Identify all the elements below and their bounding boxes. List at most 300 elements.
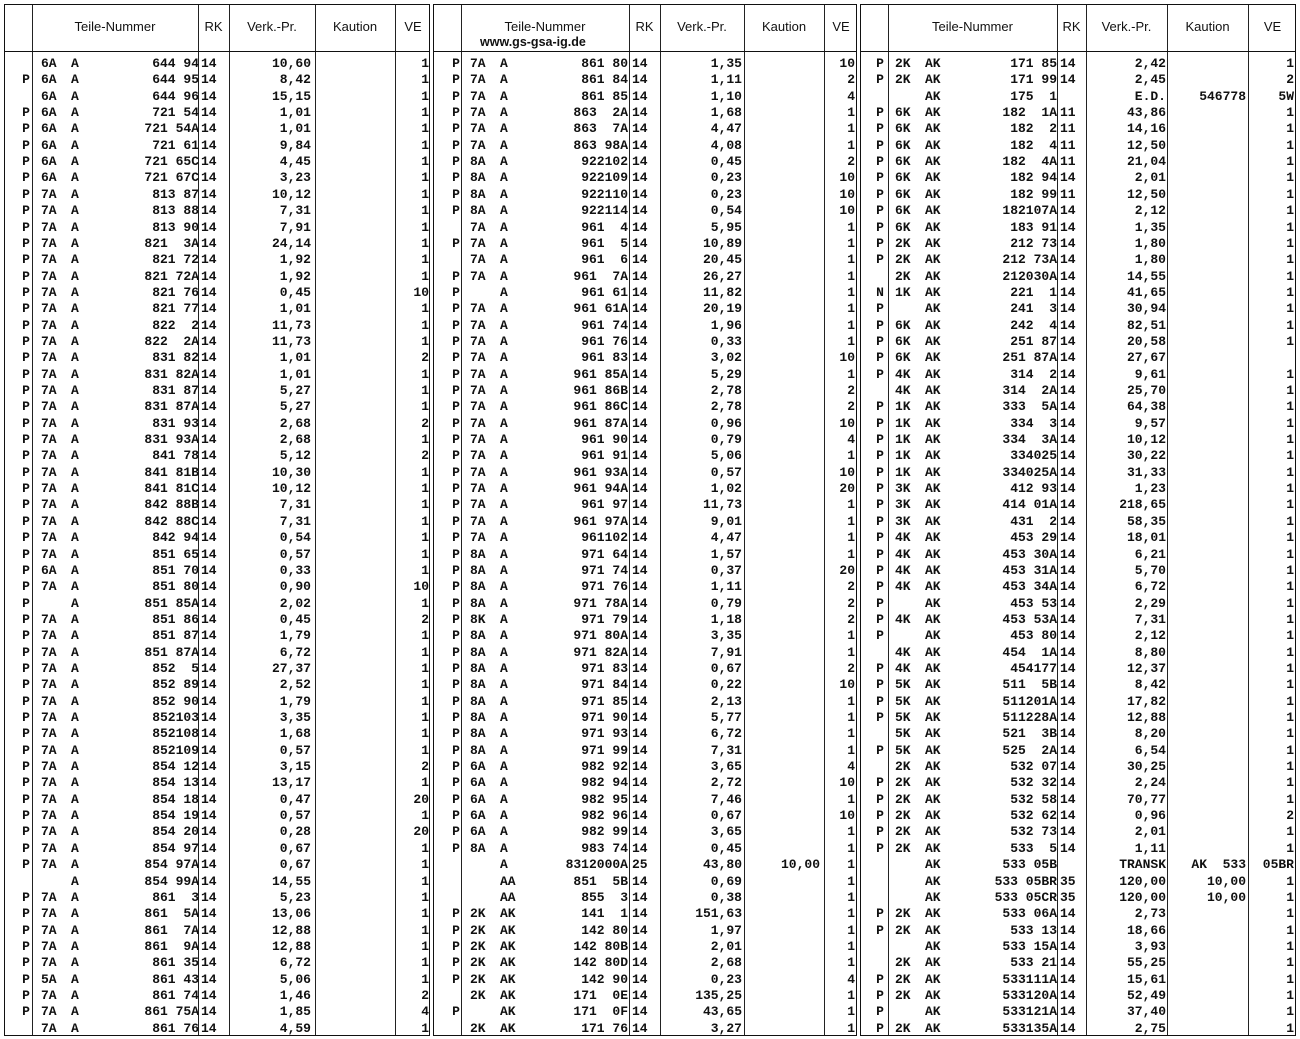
cell-rk: 14 — [1060, 284, 1076, 300]
cell-t: A — [500, 219, 508, 235]
cell-vp: 1,80 — [1134, 252, 1166, 268]
table-row — [861, 988, 1295, 1004]
cell-vp: 7,31 — [279, 513, 311, 529]
cell-s: 4K — [895, 546, 911, 562]
cell-t: AK — [925, 644, 941, 660]
cell-n: 971 99 — [581, 742, 628, 758]
cell-vp: 25,70 — [1126, 383, 1166, 398]
cell-vp: 0,33 — [279, 562, 311, 578]
cell-ve: 5W — [1278, 88, 1294, 104]
cell-t: A — [500, 350, 508, 366]
cell-t: A — [500, 105, 508, 121]
table-row — [434, 841, 856, 857]
cell-p: P — [452, 432, 460, 448]
cell-vp: 0,90 — [279, 579, 311, 595]
table-row — [5, 547, 429, 563]
cell-s: 5K — [895, 742, 911, 758]
cell-s: 7A — [41, 464, 57, 480]
cell-n: 533120A — [1002, 987, 1057, 1003]
cell-ve: 1 — [1286, 56, 1294, 71]
cell-vp: 135,25 — [695, 987, 742, 1003]
cell-p: P — [22, 252, 30, 268]
cell-rk: 14 — [1060, 611, 1076, 627]
cell-ve: 10 — [413, 284, 429, 300]
cell-p: P — [452, 317, 460, 333]
cell-t: A — [71, 56, 79, 71]
table-row — [861, 857, 1295, 873]
cell-t: A — [71, 317, 79, 333]
cell-ve: 10 — [839, 677, 855, 693]
table-row — [861, 923, 1295, 939]
cell-s: 7A — [41, 432, 57, 448]
cell-p: P — [452, 677, 460, 693]
cell-s: 7A — [41, 481, 57, 497]
cell-t: AK — [925, 1004, 941, 1020]
cell-t: A — [71, 383, 79, 398]
cell-s: 2K — [895, 922, 911, 938]
cell-rk: 14 — [1060, 366, 1076, 382]
cell-p: P — [452, 660, 460, 676]
cell-t: AK — [925, 628, 941, 644]
cell-p: P — [876, 808, 884, 824]
cell-vp: 1,11 — [1134, 840, 1166, 856]
cell-n: 961 7A — [573, 268, 628, 284]
cell-p: P — [876, 350, 884, 366]
cell-p: P — [452, 791, 460, 807]
cell-ve: 1 — [1286, 759, 1294, 775]
cell-n: 831 82 — [152, 350, 199, 366]
cell-s: 6K — [895, 137, 911, 153]
cell-p: P — [22, 235, 30, 251]
header-ve: VE — [1263, 19, 1282, 34]
cell-ve: 10 — [413, 579, 429, 595]
cell-p: P — [876, 906, 884, 922]
cell-rk: 14 — [201, 252, 217, 268]
cell-n: 141 1 — [581, 906, 628, 922]
cell-p: P — [22, 579, 30, 595]
table-row — [5, 285, 429, 301]
cell-n: 961 6 — [581, 252, 628, 268]
cell-p: P — [876, 677, 884, 693]
cell-vp: 1,57 — [710, 546, 742, 562]
cell-ve: 1 — [847, 105, 855, 121]
cell-n: 961 86B — [573, 383, 628, 398]
cell-n: 453 30A — [1002, 546, 1057, 562]
cell-p: P — [876, 432, 884, 448]
cell-p: P — [876, 660, 884, 676]
cell-s: 7A — [470, 513, 486, 529]
cell-p: P — [452, 562, 460, 578]
cell-t: A — [71, 513, 79, 529]
cell-n: 182 4A — [1002, 154, 1057, 170]
cell-ve: 10 — [839, 808, 855, 824]
table-row — [434, 988, 856, 1004]
cell-p: P — [452, 497, 460, 513]
cell-rk: 14 — [632, 464, 648, 480]
table-row — [434, 154, 856, 170]
cell-n: 533 5 — [1010, 840, 1057, 856]
cell-p: P — [22, 203, 30, 219]
cell-s: 4K — [895, 660, 911, 676]
cell-n: 334 3 — [1010, 415, 1057, 431]
cell-vp: 43,80 — [702, 857, 742, 873]
cell-t: A — [500, 660, 508, 676]
cell-vp: 2,29 — [1134, 595, 1166, 611]
cell-n: 182 99 — [1010, 186, 1057, 202]
table-row — [5, 726, 429, 742]
cell-rk: 14 — [632, 759, 648, 775]
cell-p: P — [22, 906, 30, 922]
table-row — [861, 612, 1295, 628]
cell-n: 961 91 — [581, 448, 628, 464]
cell-rk: 14 — [201, 366, 217, 382]
cell-rk: 14 — [201, 415, 217, 431]
cell-ve: 1 — [421, 742, 429, 758]
cell-vp: 6,72 — [279, 955, 311, 971]
table-row — [5, 710, 429, 726]
cell-vp: 1,23 — [1134, 481, 1166, 497]
cell-p: P — [22, 938, 30, 954]
cell-n: 183 91 — [1010, 219, 1057, 235]
cell-s: 2K — [470, 922, 486, 938]
cell-vp: 1,11 — [710, 72, 742, 88]
cell-s: 1K — [895, 448, 911, 464]
cell-vp: 0,69 — [710, 873, 742, 889]
cell-ve: 1 — [1286, 644, 1294, 660]
cell-t: AK — [500, 1020, 516, 1036]
cell-n: 511228A — [1002, 710, 1057, 725]
cell-rk: 14 — [1060, 595, 1076, 611]
table-row — [5, 269, 429, 285]
cell-t: AK — [925, 203, 941, 219]
cell-t: A — [500, 791, 508, 807]
table-row — [861, 105, 1295, 121]
cell-vp: 0,57 — [710, 464, 742, 480]
cell-t: A — [71, 808, 79, 824]
cell-p: P — [452, 481, 460, 497]
cell-rk: 14 — [1060, 170, 1076, 186]
table-row — [5, 187, 429, 203]
cell-t: A — [71, 611, 79, 627]
cell-t: A — [500, 268, 508, 284]
cell-s: 4K — [895, 366, 911, 382]
cell-p: P — [452, 824, 460, 840]
cell-t: AK — [925, 726, 941, 742]
table-row — [861, 269, 1295, 285]
cell-rk: 14 — [632, 693, 648, 709]
table-row — [861, 596, 1295, 612]
cell-ve: 4 — [421, 1004, 429, 1020]
cell-n: 861 35 — [152, 955, 199, 971]
cell-s: 7A — [41, 759, 57, 775]
table-row — [434, 775, 856, 791]
cell-s: 2K — [895, 56, 911, 71]
watermark-url: www.gs-gsa-ig.de — [480, 35, 586, 49]
cell-vp: 218,65 — [1119, 497, 1166, 513]
cell-s: 7A — [41, 530, 57, 546]
cell-s: 7A — [41, 906, 57, 922]
cell-vp: 2,01 — [710, 938, 742, 954]
cell-n: 861 74 — [152, 987, 199, 1003]
table-row — [434, 874, 856, 890]
cell-t: AK — [925, 546, 941, 562]
table-row — [434, 1021, 856, 1037]
cell-p: P — [876, 317, 884, 333]
cell-p: P — [22, 955, 30, 971]
cell-rk: 14 — [201, 219, 217, 235]
cell-ve: 1 — [847, 628, 855, 644]
cell-p: P — [22, 759, 30, 775]
cell-ve: 1 — [421, 693, 429, 709]
cell-s: 7A — [41, 677, 57, 693]
cell-s: 3K — [895, 513, 911, 529]
cell-vp: 17,82 — [1126, 693, 1166, 709]
table-row — [5, 432, 429, 448]
cell-rk: 14 — [632, 987, 648, 1003]
cell-vp: 0,23 — [710, 186, 742, 202]
cell-vp: 3,15 — [279, 759, 311, 775]
cell-vp: 4,59 — [279, 1020, 311, 1036]
table-row — [434, 923, 856, 939]
cell-vp: 0,45 — [279, 611, 311, 627]
cell-s: 6A — [41, 121, 57, 137]
cell-p: P — [452, 759, 460, 775]
cell-rk: 14 — [1060, 579, 1076, 595]
cell-n: 971 76 — [581, 579, 628, 595]
cell-n: 852 90 — [152, 693, 199, 709]
cell-rk: 14 — [632, 88, 648, 104]
table-row — [434, 269, 856, 285]
cell-t: AK — [925, 759, 941, 775]
cell-t: AK — [925, 121, 941, 137]
cell-p: P — [876, 710, 884, 725]
cell-t: A — [71, 693, 79, 709]
table-row — [5, 203, 429, 219]
cell-s: 7A — [41, 399, 57, 415]
cell-vp: 5,12 — [279, 448, 311, 464]
table-row — [861, 955, 1295, 971]
cell-p: P — [22, 219, 30, 235]
cell-rk: 14 — [632, 1020, 648, 1036]
cell-n: 521 3B — [1002, 726, 1057, 742]
cell-s: 7A — [470, 105, 486, 121]
cell-s: 8A — [470, 186, 486, 202]
cell-n: 971 85 — [581, 693, 628, 709]
cell-rk: 14 — [201, 350, 217, 366]
cell-s: 8A — [470, 644, 486, 660]
cell-ve: 20 — [839, 481, 855, 497]
cell-rk: 14 — [632, 742, 648, 758]
table-row — [5, 1021, 429, 1037]
cell-p: P — [452, 268, 460, 284]
cell-vp: 52,49 — [1126, 987, 1166, 1003]
cell-vp: 5,06 — [279, 971, 311, 987]
cell-ve: 10 — [839, 350, 855, 366]
cell-s: 5K — [895, 726, 911, 742]
cell-p: P — [22, 432, 30, 448]
cell-s: 7A — [470, 366, 486, 382]
cell-t: A — [500, 611, 508, 627]
cell-rk: 14 — [201, 170, 217, 186]
cell-vp: 0,45 — [710, 840, 742, 856]
table-row — [434, 596, 856, 612]
cell-rk: 14 — [1060, 562, 1076, 578]
cell-rk: 14 — [201, 268, 217, 284]
cell-ve: 1 — [1286, 432, 1294, 448]
cell-t: A — [500, 186, 508, 202]
cell-t: A — [71, 252, 79, 268]
cell-t: A — [71, 301, 79, 317]
cell-s: 4K — [895, 530, 911, 546]
table-row — [861, 514, 1295, 530]
cell-n: 532 58 — [1010, 791, 1057, 807]
cell-p: P — [876, 235, 884, 251]
cell-vp: 70,77 — [1126, 791, 1166, 807]
cell-s: 1K — [895, 284, 911, 300]
cell-p: P — [22, 742, 30, 758]
cell-s: 7A — [41, 350, 57, 366]
cell-p: P — [22, 399, 30, 415]
cell-s: 7A — [470, 383, 486, 398]
cell-t: AK — [925, 579, 941, 595]
cell-ve: 1 — [1286, 235, 1294, 251]
header-teile-nummer: Teile-Nummer — [74, 19, 156, 34]
cell-vp: 9,61 — [1134, 366, 1166, 382]
cell-n: 453 34A — [1002, 579, 1057, 595]
cell-rk: 14 — [1060, 481, 1076, 497]
table-row — [5, 481, 429, 497]
cell-vp: 27,37 — [271, 660, 311, 676]
cell-vp: 2,52 — [279, 677, 311, 693]
cell-ka: 10,00 — [1206, 889, 1246, 905]
cell-rk: 14 — [632, 595, 648, 611]
cell-vp: 7,31 — [279, 497, 311, 513]
cell-p: P — [876, 219, 884, 235]
cell-rk: 14 — [632, 481, 648, 497]
cell-vp: 151,63 — [695, 906, 742, 922]
cell-p: P — [876, 56, 884, 71]
cell-p: P — [876, 579, 884, 595]
cell-vp: 2,75 — [1134, 1020, 1166, 1036]
cell-ve: 1 — [1286, 301, 1294, 317]
cell-t: AK — [925, 497, 941, 513]
cell-vp: 0,47 — [279, 791, 311, 807]
table-row — [861, 874, 1295, 890]
cell-t: A — [71, 1004, 79, 1020]
cell-ve: 1 — [847, 333, 855, 349]
cell-vp: 11,82 — [702, 284, 742, 300]
cell-p: P — [876, 170, 884, 186]
cell-p: P — [22, 677, 30, 693]
cell-s: 6A — [41, 88, 57, 104]
cell-rk: 14 — [201, 840, 217, 856]
cell-p: P — [452, 366, 460, 382]
cell-vp: 5,27 — [279, 399, 311, 415]
cell-rk: 14 — [632, 497, 648, 513]
header-rk: RK — [635, 19, 654, 34]
cell-n: 182107A — [1002, 203, 1057, 219]
cell-rk: 14 — [201, 808, 217, 824]
cell-s: 7A — [470, 88, 486, 104]
cell-rk: 14 — [201, 203, 217, 219]
cell-p: P — [876, 742, 884, 758]
cell-rk: 14 — [1060, 464, 1076, 480]
cell-p: P — [876, 562, 884, 578]
cell-n: 841 81B — [144, 464, 199, 480]
cell-vp: 0,57 — [279, 546, 311, 562]
cell-vp: 1,18 — [710, 611, 742, 627]
table-row — [5, 955, 429, 971]
cell-n: 961 86C — [573, 399, 628, 415]
table-row — [434, 612, 856, 628]
cell-p: N — [876, 284, 884, 300]
cell-s: 7A — [41, 955, 57, 971]
cell-p: P — [22, 317, 30, 333]
cell-rk: 14 — [201, 399, 217, 415]
cell-ve: 1 — [1286, 971, 1294, 987]
cell-rk: 14 — [201, 317, 217, 333]
cell-ve: 1 — [847, 742, 855, 758]
cell-n: 431 2 — [1010, 513, 1057, 529]
cell-t: A — [500, 252, 508, 268]
table-row — [861, 661, 1295, 677]
cell-s: 8A — [470, 170, 486, 186]
cell-vp: 4,45 — [279, 154, 311, 170]
cell-p: P — [876, 987, 884, 1003]
cell-n: 142 90 — [581, 971, 628, 987]
cell-s: 6K — [895, 170, 911, 186]
cell-ve: 10 — [839, 415, 855, 431]
cell-s: 7A — [41, 579, 57, 595]
table-row — [5, 399, 429, 415]
cell-t: A — [71, 938, 79, 954]
cell-p: P — [22, 530, 30, 546]
cell-t: A — [500, 742, 508, 758]
cell-n: 861 7A — [144, 922, 199, 938]
cell-p: P — [876, 121, 884, 137]
cell-p: P — [452, 710, 460, 725]
cell-vp: 5,23 — [279, 889, 311, 905]
cell-n: 171 0F — [573, 1004, 628, 1020]
cell-vp: 30,94 — [1126, 301, 1166, 317]
table-row — [434, 367, 856, 383]
cell-ve: 1 — [1286, 906, 1294, 922]
cell-vp: 3,35 — [279, 710, 311, 725]
cell-rk: 11 — [1060, 186, 1076, 202]
cell-rk: 14 — [632, 710, 648, 725]
cell-rk: 14 — [632, 186, 648, 202]
cell-s: 6K — [895, 203, 911, 219]
cell-t: A — [500, 857, 508, 873]
cell-rk: 25 — [632, 857, 648, 873]
cell-t: AA — [500, 873, 516, 889]
cell-n: 532 73 — [1010, 824, 1057, 840]
cell-vp: 7,91 — [279, 219, 311, 235]
cell-ve: 1 — [847, 791, 855, 807]
cell-s: 6A — [470, 824, 486, 840]
cell-p: P — [22, 72, 30, 88]
cell-p: P — [22, 366, 30, 382]
cell-s: 2K — [895, 252, 911, 268]
cell-p: P — [22, 481, 30, 497]
cell-rk: 14 — [201, 775, 217, 791]
cell-p: P — [452, 938, 460, 954]
cell-t: AK — [925, 562, 941, 578]
cell-s: 7A — [41, 219, 57, 235]
cell-p: P — [876, 72, 884, 88]
cell-n: 855 3 — [581, 889, 628, 905]
table-row — [861, 481, 1295, 497]
